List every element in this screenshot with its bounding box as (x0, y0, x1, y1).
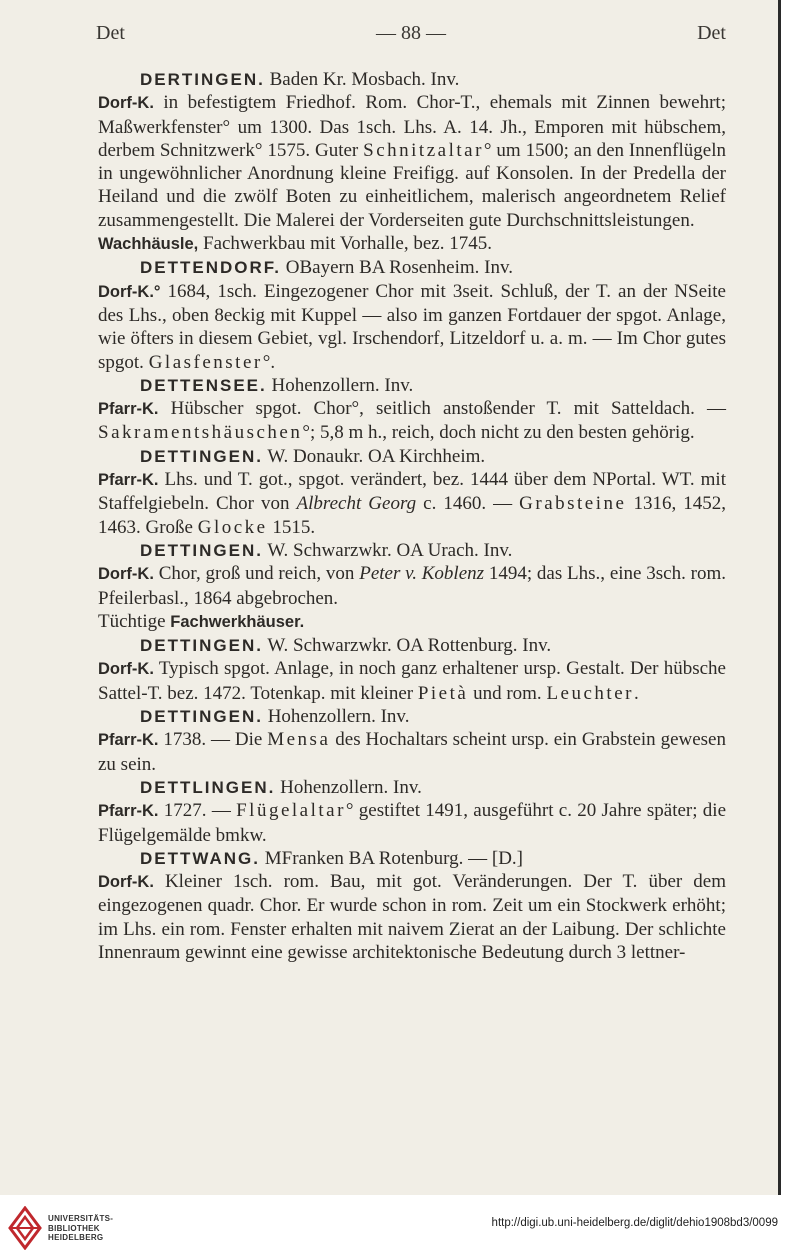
entry-paragraph: Dorf-K. in befestigtem Friedhof. Rom. Chor-T., ehemals mit Zinnen bewehrt; Maßwerkfenster° um 1300. Das 1sch. Lhs. A. 14. Jh., Emporen mit hübschem, derbem Schnitzwerk° 1575. Guter Schnitzaltar° um 1500; an den Innenflügeln in ungewöhnlicher Anordnung kleine Freifigg. auf Konsolen. In der Predella der Heiland und die zwölf Boten zu einheitlichem, malerisch angeordnetem Relief zusammengestellt. Die Malerei der Vorderseiten gute Durchschnittsleistungen. (98, 92, 726, 231)
entry-heading: DETTINGEN. W. Schwarzwkr. OA Urach. Inv. (140, 539, 513, 561)
entry-paragraph: Wachhäusle, Fachwerkbau mit Vorhalle, bez. 1745. (98, 233, 492, 255)
entry-paragraph: Pfarr-K. Hübscher spgot. Chor°, seitlich anstoßender T. mit Satteldach. — Sakramentshäuschen°; 5,8 m h., reich, doch nicht zu den besten gehörig. (98, 398, 726, 444)
entry-heading: DETTLINGEN. Hohenzollern. Inv. (140, 776, 422, 798)
logo-line: HEIDELBERG (48, 1233, 104, 1242)
library-logo[interactable] (8, 1206, 128, 1250)
entry-heading: DETTINGEN. W. Donaukr. OA Kirchheim. (140, 445, 486, 467)
entry-paragraph: Pfarr-K. 1738. — Die Mensa des Hochaltars scheint ursp. ein Grabstein gewesen zu sein. (98, 729, 726, 775)
entry-heading: DETTENDORF. OBayern BA Rosenheim. Inv. (140, 257, 514, 279)
body-text (98, 68, 726, 964)
ub-heidelberg-logo-icon (8, 1206, 42, 1250)
entry-paragraph: Dorf-K. Typisch spgot. Anlage, in noch ganz erhaltener ursp. Gestalt. Der hübsche Sattel-T. bez. 1472. Totenkap. mit kleiner Pietà und rom. Leuchter. (98, 658, 726, 704)
entry-heading: DETTENSEE. Hohenzollern. Inv. (140, 374, 414, 396)
header-left-keyword: Det (96, 22, 125, 44)
source-url-link[interactable]: http://digi.ub.uni-heidelberg.de/diglit/dehio1908bd3/0099 (491, 1217, 778, 1229)
page-number: — 88 — (376, 22, 446, 44)
entry-heading: DETTWANG. MFranken BA Rotenburg. — [D.] (140, 847, 523, 869)
entry-heading: DERTINGEN. Baden Kr. Mosbach. Inv. (140, 69, 460, 90)
entry-paragraph: Dorf-K. Kleiner 1sch. rom. Bau, mit got. Veränderungen. Der T. über dem eingezogenen quadr. Chor. Er wurde schon in rom. Zeit um ein Stockwerk erhöht; im Lhs. ein rom. Fenster erhalten mit naivem Zierat an der Laibung. Der schlichte Innenraum gewinnt eine gewisse architektonische Bedeutung durch 3 lettner- (98, 871, 726, 963)
entry-heading: DETTINGEN. Hohenzollern. Inv. (140, 706, 410, 728)
entry-heading: DETTINGEN. W. Schwarzwkr. OA Rottenburg. Inv. (140, 635, 552, 657)
entry-paragraph: Pfarr-K. Lhs. und T. got., spgot. verändert, bez. 1444 über dem NPortal. WT. mit Staffelgiebeln. Chor von Albrecht Georg c. 1460. — Grabsteine 1316, 1452, 1463. Große Glocke 1515. (98, 469, 727, 538)
header-right-keyword: Det (697, 22, 726, 44)
entry-paragraph: Dorf-K.° 1684, 1sch. Eingezogener Chor mit 3seit. Schluß, der T. an der NSeite des Lhs., oben 8eckig mit Kuppel — also im ganzen Fortdauer der spgot. Anlage, wie öfters in diesem Gebiet, vgl. Irschendorf, Litzeldorf u. a. m. — Im Chor gutes spgot. Glasfenster°. (98, 280, 726, 373)
entry-paragraph: Dorf-K. Chor, groß und reich, von Peter v. Koblenz 1494; das Lhs., eine 3sch. rom. Pfeilerbasl., 1864 abgebrochen. (98, 563, 726, 609)
footer-bar (0, 1196, 786, 1259)
running-header (96, 22, 726, 52)
entry-paragraph: Pfarr-K. 1727. — Flügelaltar° gestiftet 1491, ausgeführt c. 20 Jahre später; die Flügelgemälde bmkw. (98, 800, 727, 846)
entry-paragraph: Tüchtige Fachwerkhäuser. (98, 610, 305, 632)
logo-line: BIBLIOTHEK (48, 1223, 100, 1233)
logo-line: UNIVERSITÄTS- (48, 1214, 114, 1223)
